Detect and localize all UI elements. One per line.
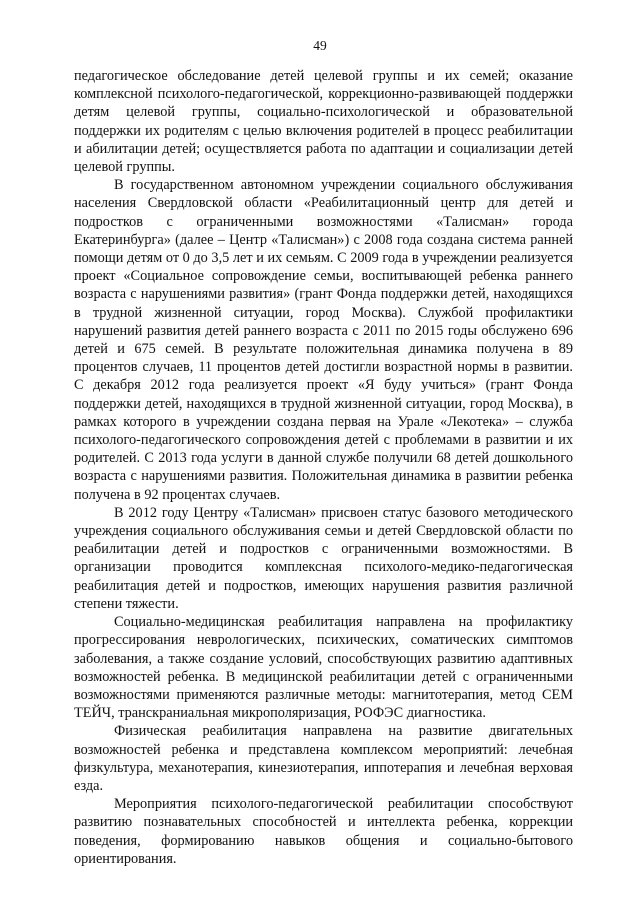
paragraph-base-status: В 2012 году Центру «Талисман» присвоен статус базового методического учреждения социального обслуживания семьи и детей Свердловской области по реабилитации детей и подростков с ограниченными возможностями. В организации проводится комплексная психолого-медико-педагогическая реабилитация детей и подростков, имеющих нарушения развития различной степени тяжести. — [74, 504, 573, 612]
page-number: 49 — [313, 38, 327, 53]
paragraph-continuation: педагогическое обследование детей целевой группы и их семей; оказание комплексной психолого-педагогической, коррекционно-развивающей поддержки детям целевой группы, социально-психологической и образовательной поддержки их родителям с целью включения родителей в процесс реабилитации и абилитации детей; осуществляется работа по адаптации и социализации детей целевой группы. — [74, 68, 573, 176]
paragraph-medical-rehabilitation: Социально-медицинская реабилитация направлена на профилактику прогрессирования неврологических, психических, соматических симптомов заболевания, а также создание условий, способствующих развитию адаптивных возможностей ребенка. В медицинской реабилитации детей с ограниченными возможностями применяются различные методы: магнитотерапия, метод СЕМ ТЕЙЧ, транскраниальная микрополяризация, РОФЭС диагностика. — [74, 614, 573, 722]
paragraph-talisman-center: В государственном автономном учреждении социального обслуживания населения Свердловской области «Реабилитационный центр для детей и подростков с ограниченными возможностями «Талисман» города Екатеринбурга» (далее – Центр «Талисман») с 2008 года создана система ранней помощи детям от 0 до 3,5 лет и их семьям. С 2009 года в учреждении реализуется проект «Социальное сопровождение семьи, воспитывающей ребенка раннего возраста с нарушениями развития» (грант Фонда поддержки детей, находящихся в трудной жизненной ситуации, город Москва). Службой профилактики нарушений развития детей раннего возраста с 2011 по 2015 годы обслужено 696 детей и 675 семей. В результате положительная динамика получена в 89 процентов случаев, 11 процентов детей достигли возрастной нормы в развитии. С декабря 2012 года реализуется проект «Я буду учиться» (грант Фонда поддержки детей, находящихся в трудной жизненной ситуации, город Москва), в рамках которого в учреждении создана первая на Урале «Лекотека» – служба психолого-педагогического сопровождения детей с проблемами в развитии и их родителей. С 2013 года услуги в данной службе получили 68 детей дошкольного возраста с нарушениями развития. Положительная динамика в развитии ребенка получена в 92 процентах случаев. — [74, 177, 573, 503]
document-body — [74, 67, 573, 868]
paragraph-physical-rehabilitation: Физическая реабилитация направлена на развитие двигательных возможностей ребенка и представлена комплексом мероприятий: лечебная физкультура, механотерапия, кинезиотерапия, иппотерапия и лечебная верховая езда. — [74, 723, 573, 794]
paragraph-psych-pedagogical-rehabilitation: Мероприятия психолого-педагогической реабилитации способствуют развитию познавательных способностей и интеллекта ребенка, коррекции поведения, формированию навыков общения и социально-бытового ориентирования. — [74, 796, 573, 867]
